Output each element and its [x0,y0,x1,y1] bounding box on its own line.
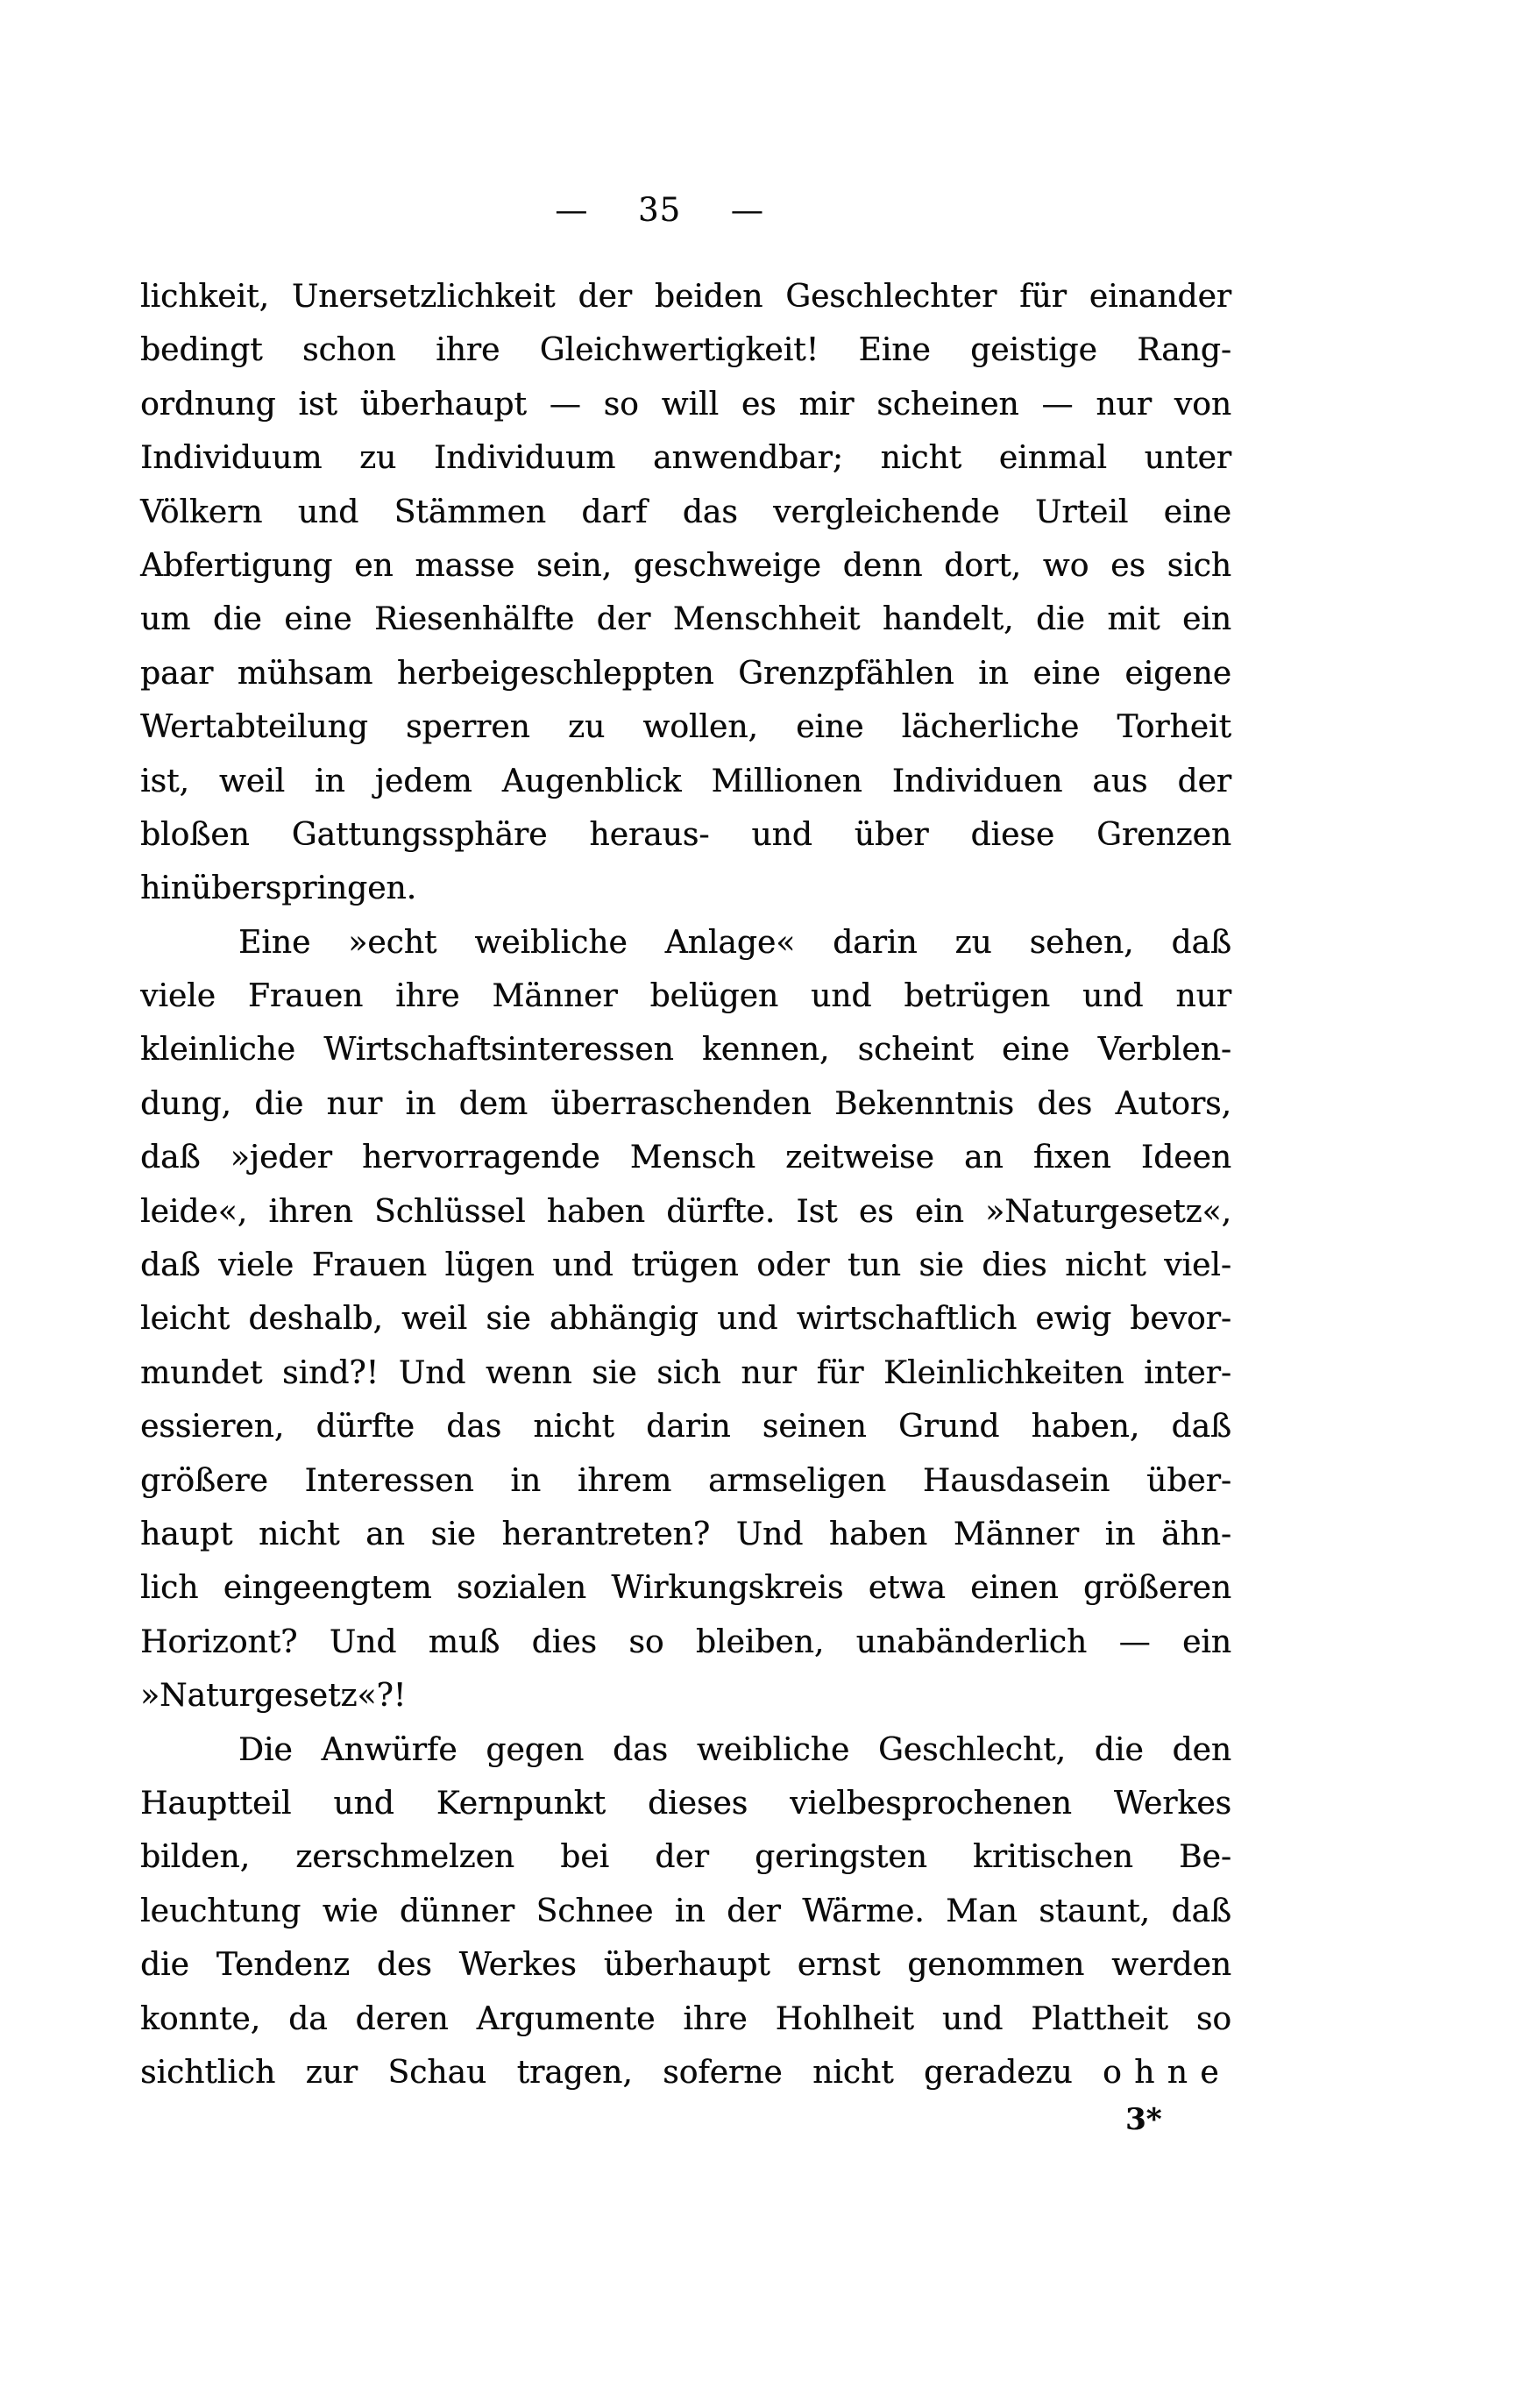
text-line: Horizont? Und muß dies so bleiben, unabänderlich — ein [140,1623,1231,1660]
text-line: viele Frauen ihre Männer belügen und betrügen und nur [140,978,1231,1015]
line-text: sichtlich zur Schau tragen, soferne nicht geradezu [140,2054,1073,2091]
text-line: essieren, dürfte das nicht darin seinen Grund haben, daß [140,1409,1231,1446]
text-line: um die eine Riesenhälfte der Menschheit handelt, die mit ein [140,601,1231,638]
text-line: bloßen Gattungssphäre heraus- und über diese Grenzen [140,816,1231,853]
text-line: dung, die nur in dem überraschenden Bekenntnis des Autors, [140,1085,1231,1122]
text-line: bilden, zerschmelzen bei der geringsten kritischen Be- [140,1839,1231,1876]
text-line: Wertabteilung sperren zu wollen, eine lächerliche Torheit [140,709,1231,746]
text-line: mundet sind?! Und wenn sie sich nur für Kleinlichkeiten inter- [140,1354,1231,1391]
text-line: daß »jeder hervorragende Mensch zeitweise an fixen Ideen [140,1140,1231,1176]
text-line: die Tendenz des Werkes überhaupt ernst genommen werden [140,1947,1231,1984]
text-line: lichkeit, Unersetzlichkeit der beiden Geschlechter für einander [140,279,1231,315]
text-line: Individuum zu Individuum anwendbar; nicht einmal unter [140,440,1231,477]
text-line: kleinliche Wirtschaftsinteressen kennen, scheint eine Verblen- [140,1032,1231,1069]
text-line: konnte, da deren Argumente ihre Hohlheit und Plattheit so [140,2000,1231,2037]
text-line: leuchtung wie dünner Schnee in der Wärme. Man staunt, daß [140,1893,1231,1929]
text-line: »Naturgesetz«?! [140,1678,407,1715]
text-line: ordnung ist überhaupt — so will es mir scheinen — nur von [140,386,1231,423]
text-line: Abfertigung en masse sein, geschweige denn dort, wo es sich [140,547,1231,584]
text-line: Völkern und Stämmen darf das vergleichende Urteil eine [140,494,1231,530]
text-line: größere Interessen in ihrem armseligen Hausdasein über- [140,1462,1231,1499]
text-line: ist, weil in jedem Augenblick Millionen Individuen aus der [140,763,1231,799]
text-line: haupt nicht an sie herantreten? Und haben Männer in ähn- [140,1516,1231,1552]
signature-mark: 3* [1125,2102,1162,2137]
text-line: bedingt schon ihre Gleichwertigkeit! Eine geistige Rang- [140,332,1231,369]
text-line: Die Anwürfe gegen das weibliche Geschlecht, die den [238,1731,1231,1768]
letterspaced-word: ohne [1103,2054,1231,2091]
text-line: leide«, ihren Schlüssel haben dürfte. Ist es ein »Naturgesetz«, [140,1193,1231,1230]
text-line [140,2046,1231,2099]
text-block [140,270,1231,2099]
text-line: Hauptteil und Kernpunkt dieses vielbesprochenen Werkes [140,1785,1231,1822]
text-line: lich eingeengtem sozialen Wirkungskreis etwa einen größeren [140,1570,1231,1607]
text-line: leicht deshalb, weil sie abhängig und wirtschaftlich ewig bevor- [140,1301,1231,1338]
text-line: daß viele Frauen lügen und trügen oder tun sie dies nicht viel- [140,1247,1231,1284]
text-line: hinüberspringen. [140,870,417,907]
text-line: Eine »echt weibliche Anlage« darin zu sehen, daß [238,924,1231,961]
page-number: — 35 — [555,191,764,229]
text-line: paar mühsam herbeigeschleppten Grenzpfählen in eine eigene [140,655,1231,692]
